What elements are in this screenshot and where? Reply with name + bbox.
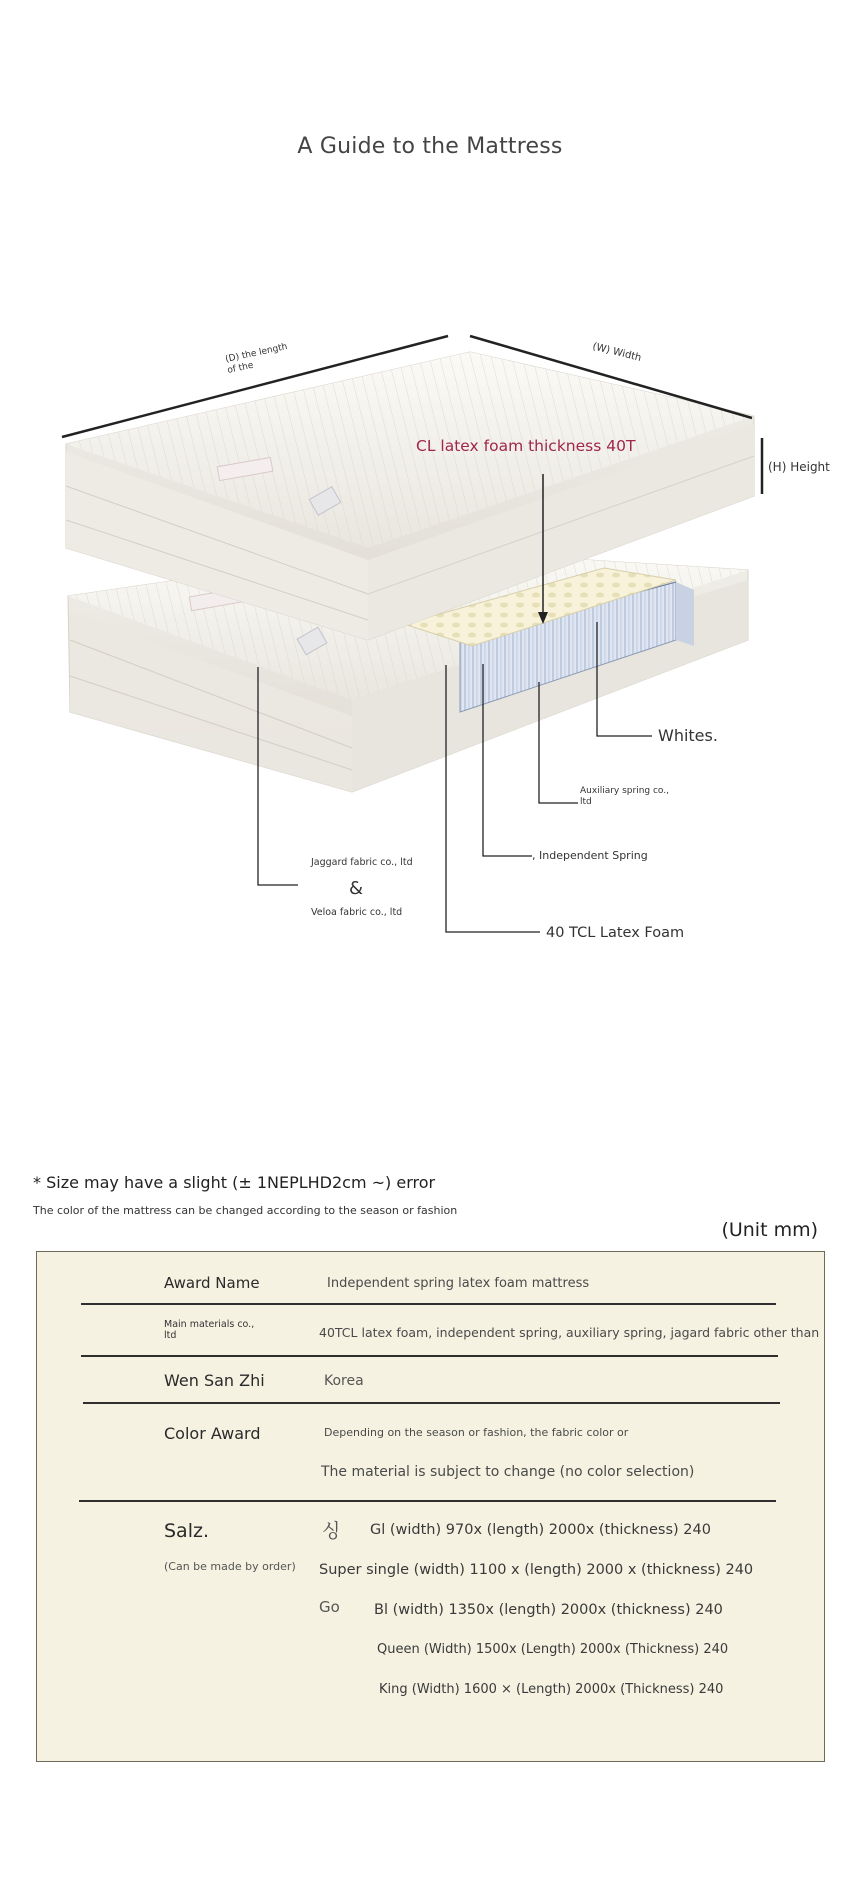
aux-spring-label: Auxiliary spring co., [580, 786, 669, 796]
materials-label: Main materials co., [164, 1319, 255, 1330]
size-label: Salz. [164, 1520, 209, 1542]
divider [79, 1500, 776, 1502]
length-label: (D) the length [224, 342, 289, 365]
divider [83, 1402, 780, 1404]
latex-thickness-label: CL latex foam thickness 40T [416, 437, 636, 455]
veloa-fabric-label: Veloa fabric co., ltd [311, 907, 403, 918]
divider [81, 1355, 778, 1357]
color-value-1: Depending on the season or fashion, the fabric color or [324, 1426, 629, 1439]
length-label-2: of the [226, 360, 255, 376]
height-label: (H) Height [768, 460, 830, 474]
spec-table [36, 1251, 825, 1762]
size-line: King (Width) 1600 × (Length) 2000x (Thickness) 240 [379, 1682, 724, 1697]
unit-label: (Unit mm) [721, 1219, 818, 1241]
color-value-2: The material is subject to change (no color selection) [321, 1464, 695, 1480]
aux-spring-label-2: ltd [580, 797, 592, 807]
award-name-label: Award Name [164, 1274, 260, 1292]
size-line: Super single (width) 1100 x (length) 2000 x (thickness) 240 [319, 1562, 754, 1578]
latex-foam-label: 40 TCL Latex Foam [546, 925, 685, 941]
size-line: Queen (Width) 1500x (Length) 2000x (Thickness) 240 [377, 1642, 729, 1657]
origin-label: Wen San Zhi [164, 1371, 265, 1390]
jaggard-fabric-label: Jaggard fabric co., ltd [311, 857, 413, 868]
divider [81, 1303, 776, 1305]
award-name-value: Independent spring latex foam mattress [327, 1276, 590, 1291]
color-change-note: The color of the mattress can be changed according to the season or fashion [33, 1204, 458, 1217]
size-line: Bl (width) 1350x (length) 2000x (thickness) 240 [374, 1602, 723, 1618]
whites-label: Whites. [658, 726, 718, 745]
size-error-note: * Size may have a slight (± 1NEPLHD2cm ~) error [33, 1173, 436, 1192]
materials-value: 40TCL latex foam, independent spring, auxiliary spring, jagard fabric other than [319, 1325, 820, 1340]
color-label: Color Award [164, 1424, 261, 1443]
size-glyph-1: 싱 [322, 1520, 341, 1542]
materials-label-2: ltd [164, 1330, 177, 1341]
size-note: (Can be made by order) [164, 1560, 296, 1573]
independent-spring-label: , Independent Spring [532, 849, 648, 862]
size-glyph-2: Go [319, 1598, 340, 1616]
width-label: (W) Width [591, 341, 643, 364]
origin-value: Korea [324, 1373, 364, 1389]
size-line: Gl (width) 970x (length) 2000x (thickness) 240 [370, 1522, 711, 1538]
page-title: A Guide to the Mattress [297, 134, 563, 159]
ampersand: & [349, 878, 364, 899]
